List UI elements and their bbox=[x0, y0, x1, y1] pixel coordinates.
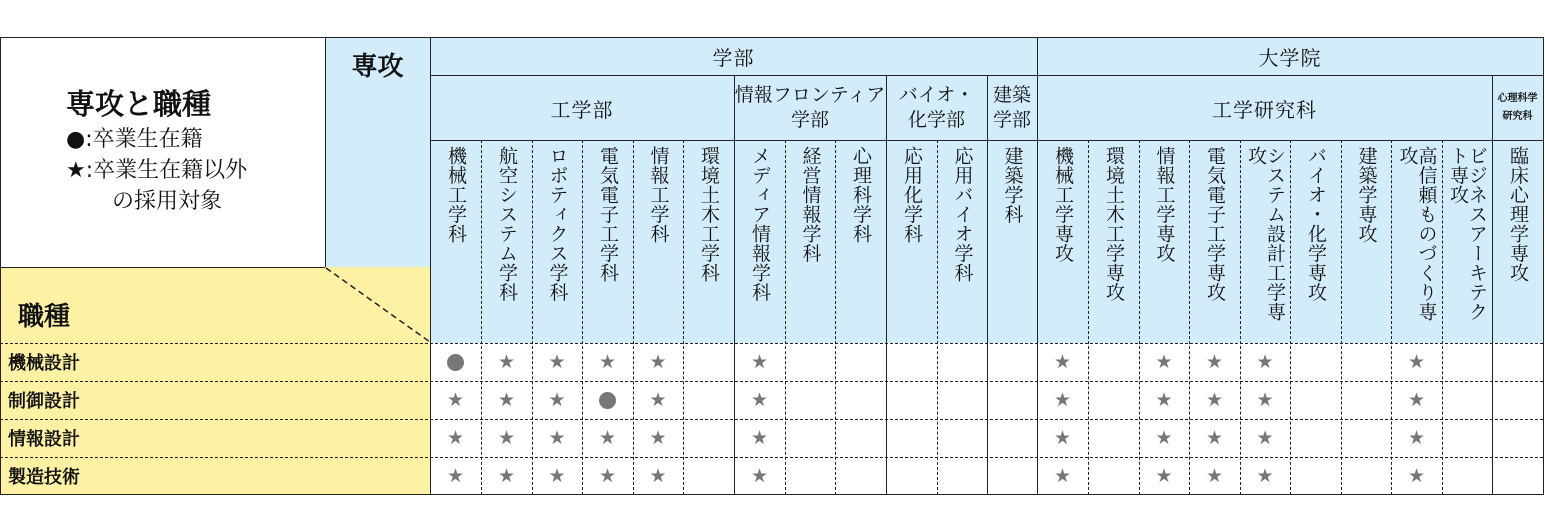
recruit-mark: ★ bbox=[598, 465, 617, 487]
recruit-mark: ★ bbox=[1155, 465, 1173, 487]
major-header bbox=[987, 146, 1037, 338]
major-axis-label: 専攻 bbox=[351, 51, 404, 82]
grid-line bbox=[1037, 37, 1038, 495]
recruit-mark: ★ bbox=[548, 427, 566, 449]
recruit-mark: ★ bbox=[446, 465, 465, 487]
major-header bbox=[734, 146, 785, 338]
major-label: 情報工学科 bbox=[647, 146, 670, 244]
empty-cell bbox=[1290, 457, 1341, 495]
faculty-info-frontier: 情報フロンティア 学部 bbox=[734, 84, 886, 131]
faculty-architecture: 建築 学部 bbox=[992, 84, 1031, 131]
grid-line bbox=[1391, 140, 1392, 495]
grid-line bbox=[0, 343, 1543, 344]
recruit-mark: ★ bbox=[649, 389, 667, 411]
major-header bbox=[430, 146, 481, 338]
recruit-mark: ★ bbox=[1407, 389, 1426, 411]
circle-icon bbox=[599, 392, 616, 409]
empty-cell bbox=[1442, 457, 1492, 495]
major-header bbox=[835, 146, 886, 338]
recruit-mark: ★ bbox=[1205, 427, 1224, 449]
grid-line bbox=[937, 140, 938, 495]
recruit-mark: ★ bbox=[750, 389, 769, 411]
legend bbox=[66, 124, 247, 217]
grid-line bbox=[0, 37, 1, 495]
empty-cell bbox=[1442, 381, 1492, 419]
recruit-mark: ★ bbox=[1053, 427, 1072, 449]
major-label: 環境土木工学科 bbox=[698, 146, 720, 283]
grid-line bbox=[0, 457, 1543, 458]
major-label: 航空システム学科 bbox=[496, 146, 518, 302]
job-axis-label: 職種 bbox=[18, 302, 71, 332]
grid-line bbox=[481, 140, 482, 495]
major-header bbox=[785, 146, 835, 338]
grid-line bbox=[0, 419, 1543, 420]
graduate-header: 大学院 bbox=[1258, 45, 1322, 70]
undergrad-header: 学部 bbox=[712, 45, 755, 70]
grid-line bbox=[1088, 140, 1089, 495]
recruit-mark: ★ bbox=[497, 351, 516, 373]
empty-cell bbox=[1088, 381, 1139, 419]
empty-cell bbox=[1088, 419, 1139, 457]
recruit-mark: ★ bbox=[750, 351, 769, 373]
grid-line bbox=[734, 75, 735, 495]
legend-item-enrolled: ●:卒業生在籍 bbox=[66, 127, 203, 152]
empty-cell bbox=[1442, 419, 1492, 457]
empty-cell bbox=[937, 381, 987, 419]
recruit-mark: ★ bbox=[1155, 389, 1173, 411]
recruit-mark: ★ bbox=[1256, 351, 1274, 373]
empty-cell bbox=[987, 457, 1037, 495]
major-label: 情報工学専攻 bbox=[1153, 146, 1176, 263]
empty-cell bbox=[1088, 457, 1139, 495]
faculty-engineering: 工学部 bbox=[550, 97, 614, 122]
empty-cell bbox=[835, 343, 886, 381]
empty-cell bbox=[683, 419, 734, 457]
recruit-mark: ★ bbox=[497, 427, 516, 449]
empty-cell bbox=[886, 457, 937, 495]
grid-line bbox=[1290, 140, 1291, 495]
empty-cell bbox=[1341, 419, 1391, 457]
empty-cell bbox=[683, 381, 734, 419]
recruit-mark: ★ bbox=[1407, 351, 1426, 373]
empty-cell bbox=[1341, 381, 1391, 419]
recruit-mark: ★ bbox=[598, 351, 617, 373]
grid-line bbox=[325, 37, 326, 267]
empty-cell bbox=[835, 419, 886, 457]
grid-line bbox=[1189, 140, 1190, 495]
legend-item-recruit: ★:卒業生在籍以外 bbox=[66, 158, 248, 183]
empty-cell bbox=[785, 343, 835, 381]
grid-line bbox=[1543, 37, 1544, 495]
major-label: 建築学専攻 bbox=[1355, 146, 1378, 244]
job-row-label: 情報設計 bbox=[8, 429, 80, 450]
major-label: ロボティクス学科 bbox=[546, 146, 569, 302]
faculty-grad-psychology: 心理科学 研究科 bbox=[1497, 93, 1538, 122]
empty-cell bbox=[987, 381, 1037, 419]
grid-line bbox=[1139, 140, 1140, 495]
grid-line bbox=[633, 140, 634, 495]
grid-line bbox=[1240, 140, 1241, 495]
grid-line bbox=[532, 140, 533, 495]
major-label: 機械工学専攻 bbox=[1052, 146, 1074, 263]
star-icon: ★ bbox=[66, 158, 86, 183]
recruit-mark: ★ bbox=[446, 389, 465, 411]
major-header bbox=[532, 146, 582, 338]
major-label: 臨床心理学専攻 bbox=[1507, 146, 1529, 283]
job-row-label: 制御設計 bbox=[8, 391, 80, 412]
recruit-mark: ★ bbox=[1256, 427, 1274, 449]
major-label: バイオ・化学専攻 bbox=[1305, 146, 1327, 302]
recruit-mark: ★ bbox=[1205, 351, 1224, 373]
recruit-mark: ★ bbox=[649, 427, 667, 449]
grid-line bbox=[1341, 140, 1342, 495]
empty-cell bbox=[886, 381, 937, 419]
major-header bbox=[886, 146, 937, 338]
major-label: メディア情報学科 bbox=[749, 146, 771, 302]
empty-cell bbox=[937, 419, 987, 457]
major-header bbox=[481, 146, 532, 338]
enrolled-mark bbox=[430, 343, 481, 381]
empty-cell bbox=[1492, 457, 1543, 495]
empty-cell bbox=[1290, 419, 1341, 457]
empty-cell bbox=[785, 457, 835, 495]
empty-cell bbox=[886, 419, 937, 457]
major-header bbox=[1290, 146, 1341, 338]
empty-cell bbox=[785, 419, 835, 457]
major-header bbox=[683, 146, 734, 338]
recruit-mark: ★ bbox=[548, 351, 566, 373]
circle-icon bbox=[447, 354, 464, 371]
job-row-label: 製造技術 bbox=[8, 467, 80, 488]
major-header bbox=[1139, 146, 1189, 338]
major-header bbox=[582, 146, 633, 338]
major-label: 心理科学科 bbox=[850, 146, 872, 244]
major-header bbox=[1240, 146, 1290, 338]
major-label: 応用バイオ学科 bbox=[951, 146, 974, 283]
recruit-mark: ★ bbox=[1205, 389, 1224, 411]
grid-line bbox=[0, 267, 325, 268]
recruit-mark: ★ bbox=[548, 465, 566, 487]
grid-line bbox=[1492, 75, 1493, 495]
empty-cell bbox=[1290, 343, 1341, 381]
major-header bbox=[1391, 146, 1442, 338]
empty-cell bbox=[683, 343, 734, 381]
recruit-mark: ★ bbox=[649, 351, 667, 373]
job-row-label: 機械設計 bbox=[8, 353, 80, 374]
major-header bbox=[1442, 146, 1492, 338]
recruit-mark: ★ bbox=[1053, 465, 1072, 487]
empty-cell bbox=[1442, 343, 1492, 381]
major-header bbox=[1037, 146, 1088, 338]
major-label: ビジネスアーキテクト専攻 bbox=[1447, 146, 1488, 322]
empty-cell bbox=[886, 343, 937, 381]
grid-line bbox=[987, 75, 988, 495]
legend-title: 専攻と職種 bbox=[66, 87, 212, 121]
grid-line bbox=[0, 494, 1543, 495]
legend-item-recruit-cont: の採用対象 bbox=[112, 189, 223, 214]
major-label: 経営情報学科 bbox=[799, 146, 822, 263]
recruit-mark: ★ bbox=[1205, 465, 1224, 487]
recruit-mark: ★ bbox=[497, 389, 516, 411]
grid-line bbox=[582, 140, 583, 495]
grid-line bbox=[886, 75, 887, 495]
recruit-mark: ★ bbox=[598, 427, 617, 449]
recruit-mark: ★ bbox=[1407, 465, 1426, 487]
empty-cell bbox=[1492, 343, 1543, 381]
major-header bbox=[1189, 146, 1240, 338]
recruit-mark: ★ bbox=[1053, 389, 1072, 411]
grid-line bbox=[0, 37, 1543, 38]
empty-cell bbox=[835, 457, 886, 495]
empty-cell bbox=[937, 457, 987, 495]
major-header bbox=[633, 146, 683, 338]
empty-cell bbox=[835, 381, 886, 419]
major-label: 応用化学科 bbox=[901, 146, 923, 244]
recruit-mark: ★ bbox=[750, 465, 769, 487]
major-label: システム設計工学専攻 bbox=[1245, 146, 1286, 322]
major-label: 高信頼ものづくり専攻 bbox=[1396, 146, 1438, 322]
major-header bbox=[1341, 146, 1391, 338]
grid-line bbox=[1442, 140, 1443, 495]
major-label: 電気電子工学専攻 bbox=[1204, 146, 1226, 302]
circle-icon: ● bbox=[66, 127, 86, 152]
grid-line bbox=[683, 140, 684, 495]
major-label: 電気電子工学科 bbox=[597, 146, 619, 283]
grid-line bbox=[835, 140, 836, 495]
recruit-mark: ★ bbox=[750, 427, 769, 449]
empty-cell bbox=[1341, 343, 1391, 381]
grid-line bbox=[0, 381, 1543, 382]
enrolled-mark bbox=[582, 381, 633, 419]
recruit-mark: ★ bbox=[649, 465, 667, 487]
recruit-mark: ★ bbox=[1407, 427, 1426, 449]
empty-cell bbox=[1290, 381, 1341, 419]
empty-cell bbox=[987, 343, 1037, 381]
recruit-mark: ★ bbox=[1155, 351, 1173, 373]
recruit-mark: ★ bbox=[446, 427, 465, 449]
recruit-mark: ★ bbox=[1155, 427, 1173, 449]
empty-cell bbox=[1492, 419, 1543, 457]
major-label: 建築学科 bbox=[1001, 146, 1024, 224]
grid-line bbox=[785, 140, 786, 495]
major-header bbox=[1492, 146, 1543, 338]
empty-cell bbox=[785, 381, 835, 419]
major-header bbox=[937, 146, 987, 338]
major-label: 機械工学科 bbox=[445, 146, 467, 244]
recruit-mark: ★ bbox=[1256, 389, 1274, 411]
recruit-mark: ★ bbox=[548, 389, 566, 411]
major-header bbox=[1088, 146, 1139, 338]
recruit-mark: ★ bbox=[497, 465, 516, 487]
empty-cell bbox=[683, 457, 734, 495]
empty-cell bbox=[1492, 381, 1543, 419]
faculty-bio-chem: バイオ・ 化学部 bbox=[898, 84, 975, 131]
empty-cell bbox=[1341, 457, 1391, 495]
recruit-mark: ★ bbox=[1256, 465, 1274, 487]
empty-cell bbox=[937, 343, 987, 381]
empty-cell bbox=[987, 419, 1037, 457]
faculty-grad-engineering: 工学研究科 bbox=[1212, 97, 1317, 122]
empty-cell bbox=[1088, 343, 1139, 381]
grid-line bbox=[430, 37, 431, 495]
major-label: 環境土木工学専攻 bbox=[1103, 146, 1125, 302]
recruit-mark: ★ bbox=[1053, 351, 1072, 373]
